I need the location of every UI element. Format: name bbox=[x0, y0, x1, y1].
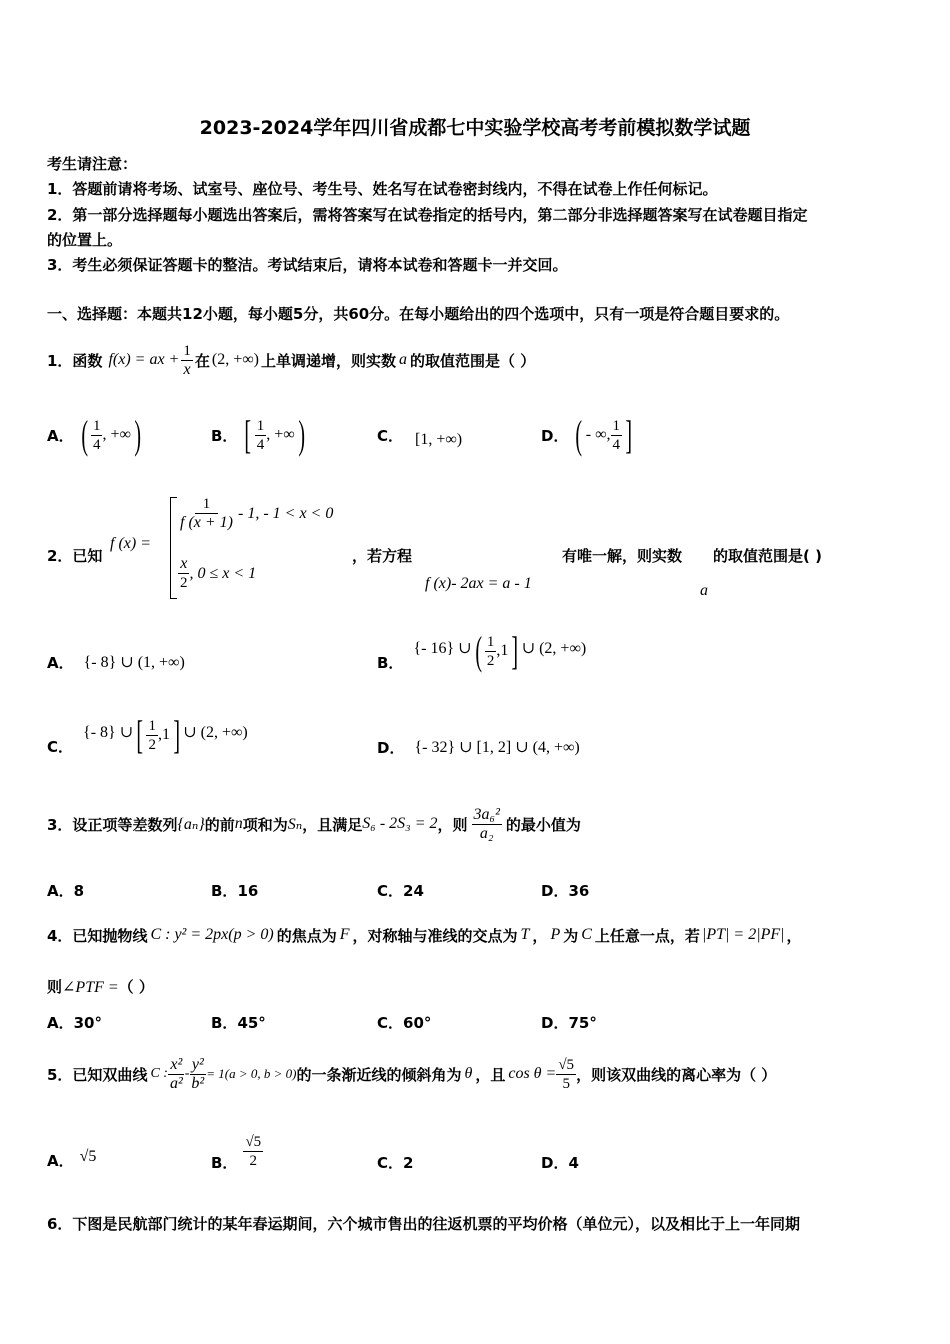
q2-optC-post: ∪ (2, +∞) bbox=[183, 724, 248, 741]
left-paren: ( bbox=[575, 412, 583, 457]
q3-option-a[interactable] bbox=[47, 880, 84, 901]
q4-text1: 4．已知抛物线 bbox=[47, 926, 148, 945]
q1-frac-den: x bbox=[183, 360, 191, 378]
frac-num: x bbox=[180, 555, 188, 572]
q3-text2: 的前 bbox=[204, 815, 235, 834]
frac-den: a₂ bbox=[479, 824, 494, 842]
question-6: 6．下图是民航部门统计的某年春运期间，六个城市售出的往返机票的平均价格（单位元），以及相比于上一年同期 bbox=[47, 1215, 800, 1233]
q1-option-d[interactable] bbox=[541, 412, 635, 458]
frac-den: 4 bbox=[256, 436, 265, 453]
q5-text2: 的一条渐近线的倾斜角为 bbox=[296, 1065, 462, 1084]
q3-n: n bbox=[234, 815, 243, 832]
option-label: B． bbox=[211, 882, 238, 900]
q5-option-d[interactable] bbox=[541, 1152, 579, 1173]
q2-case-2 bbox=[178, 555, 256, 592]
option-label: B． bbox=[211, 1014, 238, 1032]
q4-option-a[interactable] bbox=[47, 1012, 102, 1033]
q4-line2-pre: 则 bbox=[47, 978, 63, 996]
q2-option-a[interactable] bbox=[47, 650, 185, 674]
q2-a: a bbox=[700, 582, 708, 599]
q1-optD-pre: - ∞, bbox=[585, 426, 611, 443]
q2-case-1 bbox=[178, 495, 333, 532]
frac-den: f (x + 1) bbox=[180, 514, 233, 531]
frac-den: 5 bbox=[562, 1075, 570, 1092]
q5-text3: ，且 bbox=[475, 1065, 506, 1084]
option-label: C． bbox=[377, 1154, 404, 1172]
question-5 bbox=[47, 1046, 776, 1102]
q2-case2-condition: , 0 ≤ x < 1 bbox=[189, 564, 257, 582]
q3-text1: 3．设正项等差数列 bbox=[47, 815, 178, 834]
frac-num: y² bbox=[191, 1055, 204, 1073]
frac-num: 1 bbox=[256, 417, 265, 434]
question-1 bbox=[47, 332, 535, 388]
q4-P: P bbox=[550, 926, 561, 943]
q5-minus: - bbox=[184, 1066, 190, 1081]
option-label: B． bbox=[377, 653, 404, 672]
left-bracket: [ bbox=[244, 412, 252, 457]
q4-C: C bbox=[581, 926, 592, 943]
frac-den: 2 bbox=[180, 575, 188, 591]
option-value: 8 bbox=[73, 882, 85, 900]
q5-cos: cos θ = bbox=[508, 1065, 557, 1082]
q4-T: T bbox=[520, 926, 530, 943]
notice-item-2-cont: 的位置上。 bbox=[47, 231, 123, 249]
q1-frac-num: 1 bbox=[183, 342, 191, 359]
question-4 bbox=[47, 917, 802, 953]
q2-optB-pre: {- 16} ∪ bbox=[413, 640, 472, 657]
q3-sn: Sₙ bbox=[287, 816, 303, 833]
option-label: C． bbox=[377, 882, 404, 900]
notice-item-1: 1．答题前请将考场、试室号、座位号、考生号、姓名写在试卷密封线内，不得在试卷上作任何标记。 bbox=[47, 180, 718, 198]
notice-item-2: 2．第一部分选择题每小题选出答案后，需将答案写在试卷指定的括号内，第二部分非选择题答案写在试卷题目指定 bbox=[47, 206, 808, 224]
right-paren: ) bbox=[298, 412, 305, 457]
q3-condition: S₆ - 2S₃ = 2 bbox=[362, 815, 438, 832]
q3-text3: 项和为 bbox=[242, 815, 288, 834]
q1-fraction bbox=[181, 342, 193, 379]
option-value: 2 bbox=[403, 1154, 414, 1172]
option-label: C． bbox=[47, 737, 74, 756]
frac-num: 1 bbox=[92, 417, 101, 434]
left-paren: ( bbox=[80, 412, 88, 457]
option-value: 16 bbox=[237, 882, 259, 900]
q5-text4: ，则该双曲线的离心率为（ ） bbox=[576, 1065, 777, 1084]
q3-fraction bbox=[472, 806, 502, 843]
notice-heading: 考生请注意： bbox=[47, 155, 138, 173]
q5-text1: 5．已知双曲线 bbox=[47, 1065, 148, 1084]
q1-optA-fraction bbox=[91, 417, 103, 454]
q1-optB-fraction bbox=[255, 417, 267, 454]
option-label: A． bbox=[47, 1014, 74, 1032]
left-bracket: [ bbox=[136, 712, 144, 757]
q5-option-c[interactable] bbox=[377, 1152, 413, 1173]
q3-sequence: {aₙ} bbox=[177, 816, 205, 833]
frac-num: 1 bbox=[486, 633, 495, 650]
q3-text6: 的最小值为 bbox=[505, 815, 581, 834]
right-bracket: ] bbox=[173, 712, 180, 757]
notice-item-3: 3．考生必须保证答题卡的整洁。考试结束后，请将本试卷和答题卡一并交回。 bbox=[47, 256, 568, 274]
q2-case1-fraction bbox=[178, 495, 235, 532]
frac-num: 1 bbox=[612, 417, 621, 434]
q3-option-b[interactable] bbox=[211, 880, 258, 901]
q1-rest: 上单调递增，则实数 bbox=[260, 351, 396, 370]
option-label: D． bbox=[377, 738, 405, 757]
q2-brace bbox=[170, 497, 177, 599]
q1-optC-value: [1, +∞) bbox=[415, 431, 463, 448]
option-label: D． bbox=[541, 426, 569, 445]
q2-ruo: ，若方程 bbox=[352, 547, 413, 565]
q1-option-a[interactable] bbox=[47, 412, 144, 458]
frac-num: 1 bbox=[148, 717, 156, 734]
q2-optB-fraction bbox=[485, 633, 497, 670]
q4-option-b[interactable] bbox=[211, 1012, 266, 1033]
frac-num: 1 bbox=[195, 495, 219, 514]
q5-option-b[interactable] bbox=[211, 1128, 263, 1174]
q5-optA-value: √5 bbox=[79, 1147, 97, 1165]
frac-num: 3a₆² bbox=[473, 805, 500, 823]
q4-text6: 上任意一点，若 bbox=[594, 926, 700, 945]
q1-tail: 的取值范围是（ ） bbox=[409, 351, 536, 370]
right-bracket: ] bbox=[625, 412, 633, 457]
option-label: C． bbox=[377, 426, 404, 445]
q2-option-b[interactable] bbox=[377, 628, 586, 674]
frac-den: b² bbox=[191, 1074, 205, 1092]
q2-optC-pre: {- 8} ∪ bbox=[83, 724, 134, 741]
q2-option-c[interactable] bbox=[47, 712, 248, 758]
q2-number: 2．已知 bbox=[47, 547, 103, 565]
right-bracket: ] bbox=[511, 628, 519, 673]
question-4-line2 bbox=[47, 976, 154, 997]
q2-case1-condition: - 1, - 1 < x < 0 bbox=[238, 504, 334, 522]
q5-C: C : bbox=[150, 1066, 168, 1081]
option-value: 24 bbox=[403, 882, 424, 900]
q4-F: F bbox=[339, 926, 350, 943]
option-label: A． bbox=[47, 426, 74, 445]
q1-a: a bbox=[398, 351, 407, 368]
section-heading: 一、选择题：本题共12小题，每小题5分，共60分。在每小题给出的四个选项中，只有一项是符合题目要求的。 bbox=[47, 305, 790, 323]
frac-den: 2 bbox=[249, 1152, 258, 1169]
q3-text4: ，且满足 bbox=[302, 815, 363, 834]
q5-option-a[interactable] bbox=[47, 1147, 97, 1171]
q2-optC-fraction bbox=[146, 717, 158, 754]
q3-text5: ，则 bbox=[437, 815, 468, 834]
q4-option-c[interactable] bbox=[377, 1012, 431, 1033]
q5-optB-fraction bbox=[243, 1133, 263, 1170]
option-value: 75° bbox=[568, 1014, 597, 1032]
q1-option-b[interactable] bbox=[211, 412, 308, 458]
q1-interval: (2, +∞) bbox=[211, 351, 259, 368]
option-label: D． bbox=[541, 882, 569, 900]
q2-unique: 有唯一解，则实数 bbox=[562, 547, 683, 565]
q1-function: f(x) = ax + bbox=[108, 351, 180, 368]
frac-den: 4 bbox=[612, 436, 621, 453]
q4-text5: 为 bbox=[563, 926, 579, 945]
q2-case2-fraction bbox=[178, 555, 190, 592]
q2-optD-value: {- 32} ∪ [1, 2] ∪ (4, +∞) bbox=[414, 739, 580, 756]
frac-den: 2 bbox=[148, 736, 156, 753]
q2-option-d[interactable] bbox=[377, 735, 580, 759]
frac-num: √5 bbox=[558, 1056, 575, 1073]
option-label: D． bbox=[541, 1014, 569, 1032]
q5-frac-y bbox=[189, 1056, 206, 1093]
option-value: 45° bbox=[237, 1014, 266, 1032]
q5-theta: θ bbox=[464, 1065, 473, 1082]
q4-curve: C : y² = 2px(p > 0) bbox=[150, 926, 274, 943]
q5-frac-x bbox=[168, 1056, 185, 1093]
q5-cos-fraction bbox=[556, 1056, 576, 1093]
option-label: C． bbox=[377, 1014, 404, 1032]
q4-comma: ， bbox=[786, 926, 802, 945]
q2-equation: f (x)- 2ax = a - 1 bbox=[425, 575, 532, 592]
right-paren: ) bbox=[134, 412, 141, 457]
option-value: 30° bbox=[73, 1014, 102, 1032]
q2-optB-post: ∪ (2, +∞) bbox=[521, 640, 587, 657]
option-label: B． bbox=[211, 1153, 238, 1172]
q5-equation: = 1(a > 0, b > 0) bbox=[206, 1066, 297, 1081]
q1-optA-rest: , +∞ bbox=[102, 426, 131, 443]
q2-optB-mid: ,1 bbox=[496, 642, 509, 659]
option-label: B． bbox=[211, 426, 238, 445]
q3-option-c[interactable] bbox=[377, 880, 424, 901]
q3-option-d[interactable] bbox=[541, 880, 589, 901]
q4-condition: |PT| = 2|PF| bbox=[701, 926, 785, 943]
option-label: A． bbox=[47, 653, 74, 672]
question-3 bbox=[47, 796, 581, 852]
page-title: 2023-2024学年四川省成都七中实验学校高考考前模拟数学试题 bbox=[199, 117, 751, 139]
option-label: D． bbox=[541, 1154, 569, 1172]
q4-angle: ∠PTF = bbox=[62, 978, 119, 996]
q2-function: f (x) = bbox=[110, 535, 151, 552]
option-label: A． bbox=[47, 1152, 74, 1170]
q1-option-c[interactable] bbox=[377, 412, 462, 458]
q1-optB-rest: , +∞ bbox=[266, 426, 295, 443]
option-value: 60° bbox=[403, 1014, 432, 1032]
q4-text4: ， bbox=[532, 926, 548, 945]
q4-line2-post: （ ） bbox=[118, 978, 154, 996]
frac-num: √5 bbox=[245, 1133, 262, 1150]
q1-number: 1．函数 bbox=[47, 351, 103, 370]
q2-optA-value: {- 8} ∪ (1, +∞) bbox=[83, 654, 185, 671]
frac-num: x² bbox=[170, 1055, 183, 1073]
left-paren: ( bbox=[474, 628, 482, 673]
q2-tail: 的取值范围是( ) bbox=[713, 547, 822, 565]
q4-text3: ，对称轴与准线的交点为 bbox=[352, 926, 518, 945]
frac-den: 4 bbox=[92, 436, 101, 453]
option-value: 4 bbox=[568, 1154, 579, 1172]
q4-text2: 的焦点为 bbox=[276, 926, 337, 945]
q2-optC-mid: ,1 bbox=[157, 726, 170, 743]
frac-den: 2 bbox=[486, 652, 495, 669]
q1-in: 在 bbox=[194, 351, 210, 370]
q1-optD-fraction bbox=[611, 417, 623, 454]
option-value: 36 bbox=[568, 882, 590, 900]
option-label: A． bbox=[47, 882, 74, 900]
q4-option-d[interactable] bbox=[541, 1012, 597, 1033]
frac-den: a² bbox=[169, 1074, 183, 1092]
